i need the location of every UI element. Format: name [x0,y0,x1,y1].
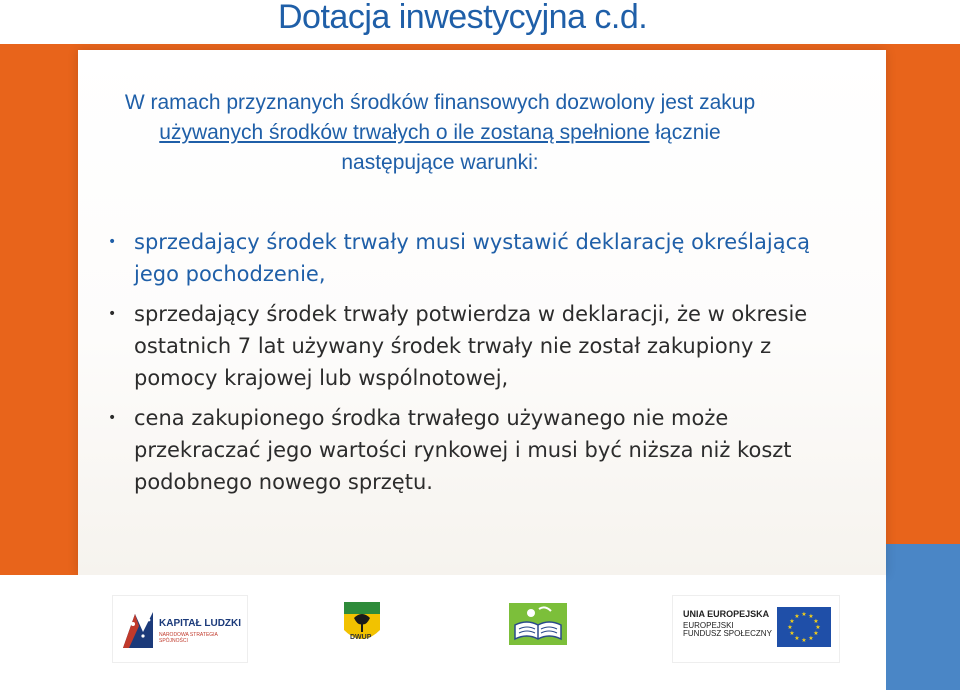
bullet-icon: • [108,306,117,322]
eu-line-2: EUROPEJSKI [683,621,734,630]
intro-line-2-rest: łącznie [649,121,721,144]
eu-line-3: FUNDUSZ SPOŁECZNY [683,629,772,638]
intro-paragraph [80,88,800,178]
footer-logos [0,575,886,690]
svg-text:★: ★ [787,624,793,631]
dwup-logo [340,600,384,650]
kapital-ludzki-logo [112,595,248,663]
eu-line-1: UNIA EUROPEJSKA [683,609,770,619]
blue-corner-block [886,544,960,690]
svg-text:★: ★ [789,630,795,637]
bullet-icon: • [108,410,117,426]
list-item [106,226,826,290]
book-logo [509,603,567,645]
open-book-icon [509,603,567,645]
kapital-ludzki-subtitle: NARODOWA STRATEGIA SPÓJNOŚCI [159,632,218,644]
right-orange-strip [886,44,960,544]
dwup-crest-icon [340,600,384,650]
list-item-text: sprzedający środek trwały potwierdza w deklaracji, że w okresie ostatnich 7 lat używany środek trwały nie został zakupiony z pomocy krajowej lub wspólnotowej, [134,302,808,390]
list-item-text: cena zakupionego środka trwałego używanego nie może przekraczać jego wartości rynkowej i musi być niższa niż koszt podobnego nowego sprzętu. [134,406,792,494]
dwup-label: DWUP [350,634,372,641]
bullet-icon: • [108,234,117,250]
list-item [106,298,826,394]
svg-text:★: ★ [794,635,800,642]
svg-text:★: ★ [813,618,819,625]
svg-text:★: ★ [801,637,807,644]
list-item [106,402,826,498]
intro-line-3: następujące warunki: [341,151,539,174]
eu-flag-icon [777,607,831,647]
intro-line-2-underlined: używanych środków trwałych o ile zostaną spełnione [159,121,650,144]
kapital-ludzki-mark-icon [119,608,157,650]
svg-text:★: ★ [808,635,814,642]
conditions-list [106,226,826,506]
slide-title: Dotacja inwestycyjna c.d. [278,0,648,36]
list-item-text: sprzedający środek trwały musi wystawić deklarację określającą jego pochodzenie, [134,230,810,286]
svg-text:★: ★ [815,624,821,631]
eu-social-fund-logo [672,595,840,663]
kapital-ludzki-name: KAPITAŁ LUDZKI [159,618,242,629]
svg-text:★: ★ [813,630,819,637]
svg-text:★: ★ [801,611,807,618]
svg-text:★: ★ [789,618,795,625]
svg-text:★: ★ [808,613,814,620]
svg-text:★: ★ [794,613,800,620]
intro-line-1: W ramach przyznanych środków finansowych dozwolony jest zakup [124,91,756,114]
